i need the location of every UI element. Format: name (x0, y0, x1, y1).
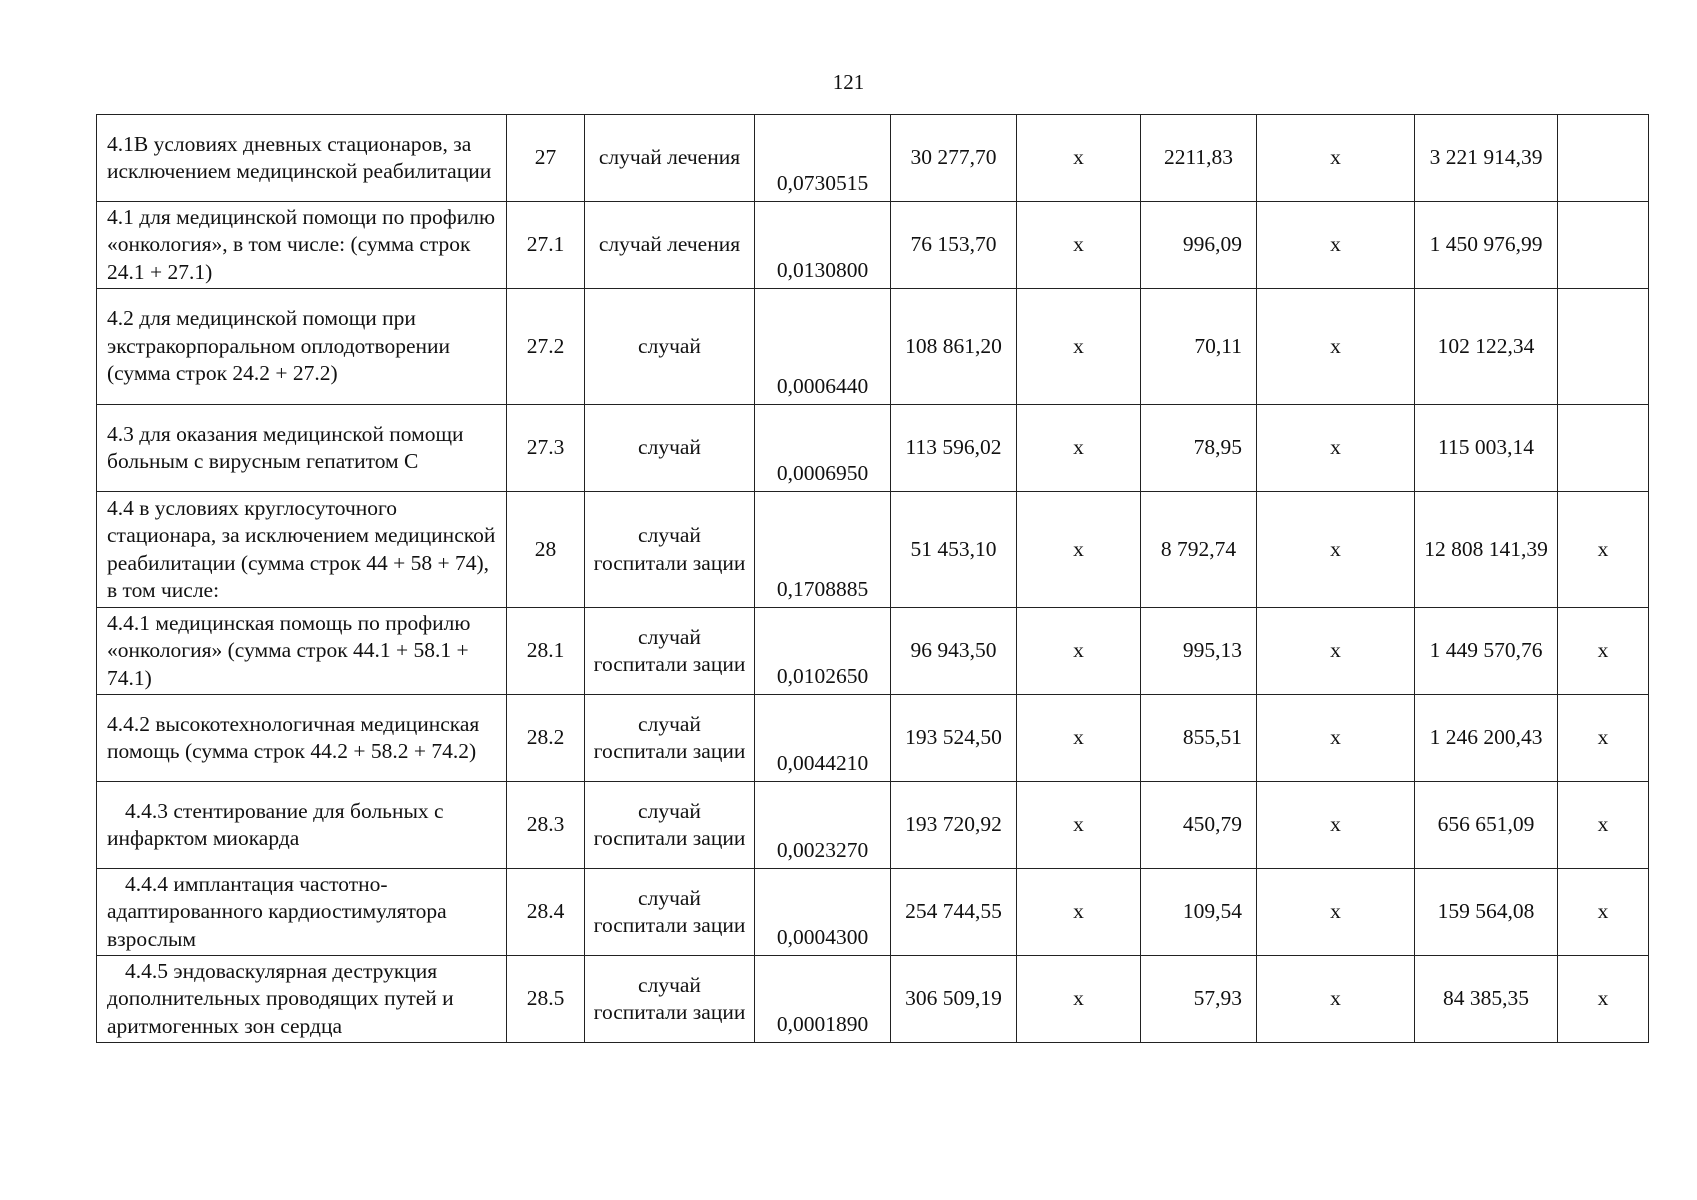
row-col7-cell: 78,95 (1141, 405, 1257, 492)
row-col8-cell: х (1257, 202, 1415, 289)
row-line-number-cell: 28.5 (507, 956, 585, 1043)
row-name-cell: 4.1 для медицинской помощи по профилю «онкология», в том числе: (сумма строк 24.1 + 27.1) (97, 202, 507, 289)
row-line-number-cell: 27.1 (507, 202, 585, 289)
table-row (97, 956, 1649, 1043)
row-col10-cell (1558, 202, 1649, 289)
row-col6-cell: х (1017, 695, 1141, 782)
row-name-cell: 4.2 для медицинской помощи при экстракорпоральном оплодотворении (сумма строк 24.2 + 27.2) (97, 289, 507, 405)
row-line-number-cell: 28.4 (507, 869, 585, 956)
row-norm-cell: 0,0004300 (755, 869, 891, 956)
row-name-cell: 4.4.5 эндоваскулярная деструкция дополнительных проводящих путей и аритмогенных зон сердца (97, 956, 507, 1043)
table-row (97, 782, 1649, 869)
row-col6-cell: х (1017, 289, 1141, 405)
row-line-number-cell: 28 (507, 492, 585, 608)
row-col9-cell: 656 651,09 (1415, 782, 1558, 869)
row-col9-cell: 1 449 570,76 (1415, 608, 1558, 695)
row-col6-cell: х (1017, 492, 1141, 608)
row-name-cell: 4.4.3 стентирование для больных с инфарктом миокарда (97, 782, 507, 869)
row-name-cell: 4.1В условиях дневных стационаров, за исключением медицинской реабилитации (97, 115, 507, 202)
row-name-cell: 4.4.4 имплантация частотно-адаптированного кардиостимулятора взрослым (97, 869, 507, 956)
row-col9-cell: 115 003,14 (1415, 405, 1558, 492)
row-unit-cell: случай госпитали зации (585, 782, 755, 869)
row-norm-cell: 0,0001890 (755, 956, 891, 1043)
row-col6-cell: х (1017, 782, 1141, 869)
row-cost-cell: 193 524,50 (891, 695, 1017, 782)
row-col9-cell: 1 246 200,43 (1415, 695, 1558, 782)
row-col10-cell: х (1558, 782, 1649, 869)
row-col8-cell: х (1257, 608, 1415, 695)
row-name-cell: 4.4 в условиях круглосуточного стационара, за исключением медицинской реабилитации (сумма строк 44 + 58 + 74), в том числе: (97, 492, 507, 608)
row-col8-cell: х (1257, 869, 1415, 956)
row-col7-cell: 109,54 (1141, 869, 1257, 956)
row-cost-cell: 76 153,70 (891, 202, 1017, 289)
row-name-cell: 4.3 для оказания медицинской помощи больным с вирусным гепатитом С (97, 405, 507, 492)
row-col6-cell: х (1017, 405, 1141, 492)
row-cost-cell: 96 943,50 (891, 608, 1017, 695)
table-row (97, 492, 1649, 608)
row-col10-cell: х (1558, 608, 1649, 695)
row-col8-cell: х (1257, 115, 1415, 202)
row-col8-cell: х (1257, 405, 1415, 492)
row-col9-cell: 12 808 141,39 (1415, 492, 1558, 608)
row-cost-cell: 254 744,55 (891, 869, 1017, 956)
row-line-number-cell: 28.1 (507, 608, 585, 695)
row-col10-cell: х (1558, 869, 1649, 956)
row-line-number-cell: 28.3 (507, 782, 585, 869)
row-unit-cell: случай госпитали зации (585, 492, 755, 608)
row-unit-cell: случай (585, 405, 755, 492)
row-col8-cell: х (1257, 956, 1415, 1043)
table-row (97, 695, 1649, 782)
row-norm-cell: 0,0102650 (755, 608, 891, 695)
row-norm-cell: 0,0130800 (755, 202, 891, 289)
row-col8-cell: х (1257, 695, 1415, 782)
row-col6-cell: х (1017, 202, 1141, 289)
row-col9-cell: 159 564,08 (1415, 869, 1558, 956)
row-line-number-cell: 27.3 (507, 405, 585, 492)
row-cost-cell: 108 861,20 (891, 289, 1017, 405)
row-unit-cell: случай госпитали зации (585, 695, 755, 782)
row-cost-cell: 51 453,10 (891, 492, 1017, 608)
table-row (97, 202, 1649, 289)
row-name-cell: 4.4.2 высокотехнологичная медицинская помощь (сумма строк 44.2 + 58.2 + 74.2) (97, 695, 507, 782)
row-col6-cell: х (1017, 956, 1141, 1043)
row-norm-cell: 0,0044210 (755, 695, 891, 782)
row-col7-cell: 57,93 (1141, 956, 1257, 1043)
row-col7-cell: 995,13 (1141, 608, 1257, 695)
row-cost-cell: 113 596,02 (891, 405, 1017, 492)
row-col8-cell: х (1257, 492, 1415, 608)
row-cost-cell: 193 720,92 (891, 782, 1017, 869)
row-col7-cell: 2211,83 (1141, 115, 1257, 202)
row-col7-cell: 996,09 (1141, 202, 1257, 289)
row-norm-cell: 0,0730515 (755, 115, 891, 202)
row-col10-cell: х (1558, 492, 1649, 608)
row-norm-cell: 0,1708885 (755, 492, 891, 608)
row-cost-cell: 30 277,70 (891, 115, 1017, 202)
table-row (97, 869, 1649, 956)
row-line-number-cell: 27.2 (507, 289, 585, 405)
row-col7-cell: 450,79 (1141, 782, 1257, 869)
row-unit-cell: случай госпитали зации (585, 869, 755, 956)
row-line-number-cell: 27 (507, 115, 585, 202)
row-norm-cell: 0,0006440 (755, 289, 891, 405)
financing-table (96, 114, 1649, 1043)
row-col8-cell: х (1257, 782, 1415, 869)
row-col6-cell: х (1017, 869, 1141, 956)
table-row (97, 289, 1649, 405)
row-col6-cell: х (1017, 115, 1141, 202)
row-norm-cell: 0,0006950 (755, 405, 891, 492)
row-col10-cell (1558, 405, 1649, 492)
table-row (97, 405, 1649, 492)
row-col8-cell: х (1257, 289, 1415, 405)
row-unit-cell: случай (585, 289, 755, 405)
table-row (97, 115, 1649, 202)
row-line-number-cell: 28.2 (507, 695, 585, 782)
row-col6-cell: х (1017, 608, 1141, 695)
row-col9-cell: 3 221 914,39 (1415, 115, 1558, 202)
table-row (97, 608, 1649, 695)
row-col10-cell: х (1558, 956, 1649, 1043)
row-norm-cell: 0,0023270 (755, 782, 891, 869)
row-col9-cell: 84 385,35 (1415, 956, 1558, 1043)
row-cost-cell: 306 509,19 (891, 956, 1017, 1043)
row-col7-cell: 8 792,74 (1141, 492, 1257, 608)
page-number: 121 (832, 70, 865, 94)
row-name-cell: 4.4.1 медицинская помощь по профилю «онкология» (сумма строк 44.1 + 58.1 + 74.1) (97, 608, 507, 695)
row-unit-cell: случай госпитали зации (585, 956, 755, 1043)
row-col10-cell (1558, 289, 1649, 405)
row-col10-cell: х (1558, 695, 1649, 782)
row-col10-cell (1558, 115, 1649, 202)
row-unit-cell: случай лечения (585, 202, 755, 289)
row-unit-cell: случай госпитали зации (585, 608, 755, 695)
row-unit-cell: случай лечения (585, 115, 755, 202)
row-col7-cell: 855,51 (1141, 695, 1257, 782)
row-col9-cell: 1 450 976,99 (1415, 202, 1558, 289)
row-col7-cell: 70,11 (1141, 289, 1257, 405)
row-col9-cell: 102 122,34 (1415, 289, 1558, 405)
